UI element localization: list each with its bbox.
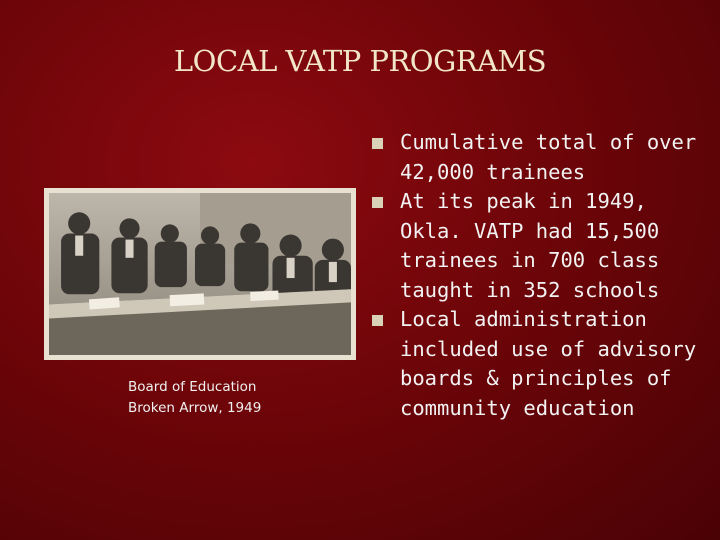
photo-caption xyxy=(128,377,261,419)
bullet-item xyxy=(370,128,700,187)
bullet-list xyxy=(370,128,700,423)
caption-line-2: Broken Arrow, 1949 xyxy=(128,400,262,416)
square-bullet-icon xyxy=(372,315,383,326)
bullet-text: Local administration included use of advisory boards & principles of community education xyxy=(400,307,697,420)
bullet-text: At its peak in 1949, Okla. VATP had 15,500 trainees in 700 class taught in 352 schools xyxy=(400,189,660,302)
photo-frame xyxy=(44,188,356,360)
square-bullet-icon xyxy=(372,197,383,208)
caption-line-1: Board of Education xyxy=(128,379,257,395)
bullet-item xyxy=(370,187,700,305)
square-bullet-icon xyxy=(372,138,383,149)
bullet-item xyxy=(370,305,700,423)
bullet-text: Cumulative total of over 42,000 trainees xyxy=(400,130,697,184)
slide-title: LOCAL VATP PROGRAMS xyxy=(173,44,547,78)
board-meeting-photo xyxy=(49,193,351,355)
